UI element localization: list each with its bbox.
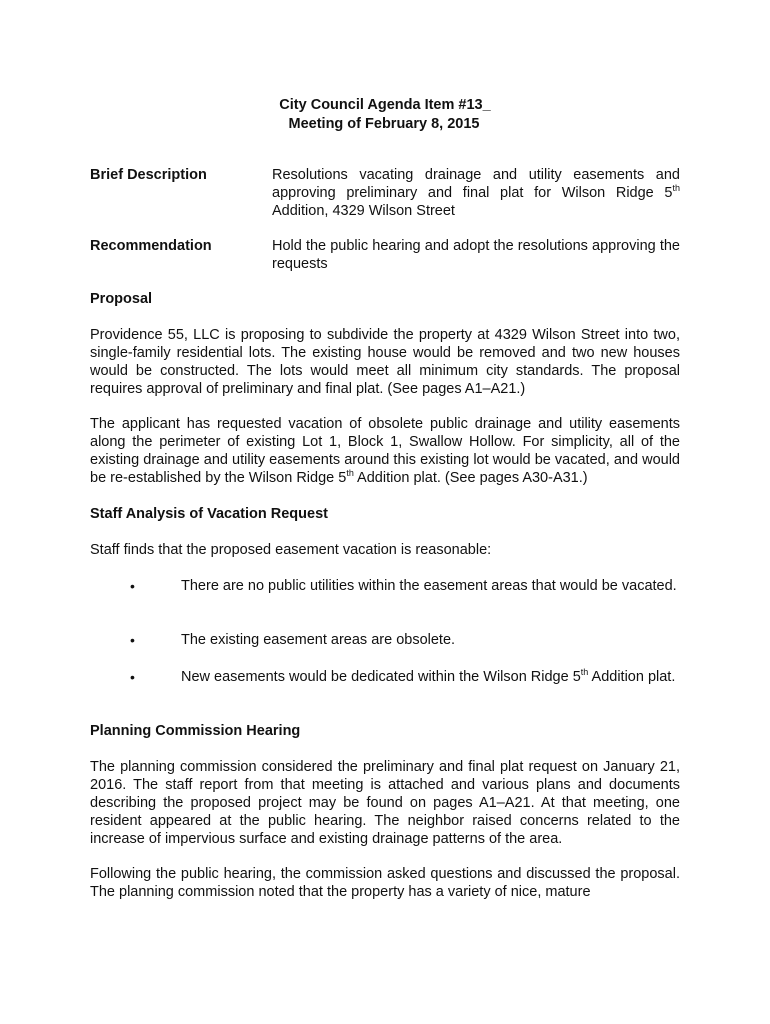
agenda-header bbox=[0, 96, 770, 134]
proposal-heading: Proposal bbox=[90, 291, 153, 307]
staff-analysis-intro: Staff finds that the proposed easement vacation is reasonable: bbox=[90, 542, 492, 558]
brief-description-text-part1: Resolutions vacating drainage and utility easements and approving preliminary and final plat for Wilson Ridge 5 bbox=[272, 167, 680, 201]
recommendation-label: Recommendation bbox=[90, 238, 212, 254]
staff-analysis-heading: Staff Analysis of Vacation Request bbox=[90, 506, 328, 522]
proposal-paragraph-2-sup: th bbox=[346, 468, 354, 479]
bullet-text: The existing easement areas are obsolete. bbox=[181, 632, 456, 648]
recommendation-text: Hold the public hearing and adopt the resolutions approving the requests bbox=[272, 238, 680, 272]
agenda-item-title: City Council Agenda Item #13_ bbox=[279, 97, 491, 113]
brief-description-text bbox=[272, 166, 680, 220]
bullet-dot: • bbox=[130, 632, 135, 648]
bullet-text: There are no public utilities within the easement areas that would be vacated. bbox=[181, 578, 677, 594]
bullet-dot: • bbox=[130, 578, 135, 594]
brief-description-sup: th bbox=[672, 183, 680, 194]
proposal-paragraph-2 bbox=[90, 415, 680, 487]
planning-commission-paragraph-1: The planning commission considered the preliminary and final plat request on January 21, 2016. The staff report from that meeting is attached and various plans and documents describing the proposed project may be found on pages A1–A21. At that meeting, one resident appeared at the public hearing. The neighbor raised concerns related to the increase of impervious surface and existing drainage patterns of the area. bbox=[90, 759, 680, 847]
bullet-3-text-part2: Addition plat. bbox=[588, 669, 676, 685]
meeting-date: Meeting of February 8, 2015 bbox=[288, 116, 480, 132]
planning-commission-heading: Planning Commission Hearing bbox=[90, 723, 301, 739]
brief-description-label: Brief Description bbox=[90, 167, 207, 183]
planning-commission-paragraph-2: Following the public hearing, the commission asked questions and discussed the proposal. The planning commission noted that the property has a variety of nice, mature bbox=[90, 866, 680, 900]
bullet-3-text-part1: New easements would be dedicated within the Wilson Ridge 5 bbox=[181, 669, 581, 685]
proposal-paragraph-2-part2: Addition plat. (See pages A30-A31.) bbox=[353, 470, 588, 486]
proposal-paragraph-1: Providence 55, LLC is proposing to subdivide the property at 4329 Wilson Street into two, single-family residential lots. The existing house would be removed and two new houses would be constructed. The lots would meet all minimum city standards. The proposal requires approval of preliminary and final plat. (See pages A1–A21.) bbox=[90, 327, 680, 397]
brief-description-text-part2: Addition, 4329 Wilson Street bbox=[272, 203, 455, 219]
bullet-dot: • bbox=[130, 669, 135, 685]
bullet-3-sup: th bbox=[580, 667, 589, 678]
bullet-text bbox=[181, 668, 680, 686]
proposal-paragraph-2-part1: The applicant has requested vacation of obsolete public drainage and utility easements along the perimeter of existing Lot 1, Block 1, Swallow Hollow. For simplicity, all of the existing drainage and utility easements around this existing lot would be vacated, and would be re-established by the Wilson Ridge 5 bbox=[90, 416, 680, 486]
